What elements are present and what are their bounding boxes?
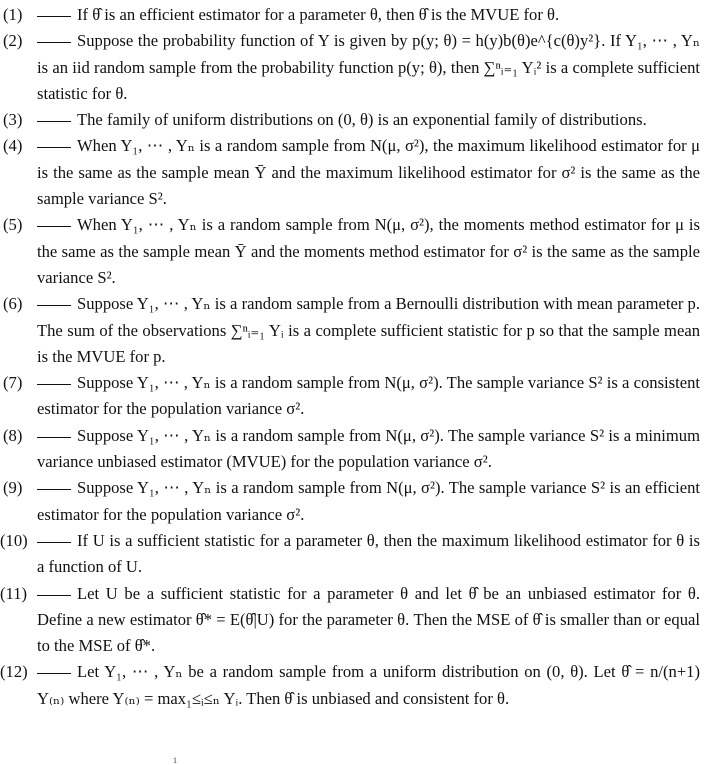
question-number: (2)	[3, 31, 23, 51]
question-item-9	[0, 475, 700, 528]
question-text: Suppose Y₁, ⋯ , Yₙ is a random sample from N(μ, σ²). The sample variance S² is a minimum variance unbiased estimator (MVUE) for the population variance σ².	[37, 425, 700, 472]
answer-blank[interactable]	[37, 436, 71, 438]
question-number: (5)	[3, 215, 23, 235]
question-text: When Y₁, ⋯ , Yₙ is a random sample from N(μ, σ²), the moments method estimator for μ is the same as the sample mean Ȳ and the moments method estimator for σ² is the same as the sample variance S².	[37, 215, 700, 287]
question-text: Let U be a sufficient statistic for a parameter θ and let θ̂ be an unbiased estimator for θ. Define a new estimator θ̂* = E(θ̂|U) for the parameter θ. Then the MSE of θ̂ is smaller than or equal to the MSE of θ̂*.	[37, 583, 700, 656]
question-text: Suppose Y₁, ⋯ , Yₙ is a random sample from a Bernoulli distribution with mean parameter p. The sum of the observations ∑ⁿᵢ₌₁ Yᵢ is a complete sufficient statistic for p so that the sample mean is the MVUE for p.	[37, 294, 700, 366]
question-item-12	[0, 659, 700, 712]
answer-blank[interactable]	[37, 304, 71, 306]
question-item-7	[0, 370, 700, 423]
question-number: (6)	[3, 294, 23, 314]
answer-blank[interactable]	[37, 594, 71, 596]
question-number: (4)	[3, 136, 23, 156]
question-number: (1)	[3, 5, 23, 24]
question-text: Suppose Y₁, ⋯ , Yₙ is a random sample from N(μ, σ²). The sample variance S² is a consistent estimator for the population variance σ².	[37, 373, 700, 419]
question-number: (11)	[0, 583, 28, 603]
page-footer-mark: 1	[173, 756, 177, 765]
answer-blank[interactable]	[37, 672, 71, 674]
question-item-1	[0, 2, 700, 28]
answer-blank[interactable]	[37, 15, 71, 17]
question-item-10	[0, 528, 700, 581]
question-item-8	[0, 423, 700, 476]
question-item-4	[0, 133, 700, 212]
question-text: Let Y₁, ⋯ , Yₙ be a random sample from a uniform distribution on (0, θ). Let θ̂ = n/(n+1) Y₍ₙ₎ where Y₍ₙ₎ = max₁≤ᵢ≤ₙ Yᵢ. Then θ̂ is unbiased and consistent for θ.	[37, 662, 700, 708]
answer-blank[interactable]	[37, 146, 71, 148]
question-number: (8)	[3, 425, 23, 445]
question-text: Suppose the probability function of Y is given by p(y; θ) = h(y)b(θ)e^{c(θ)y²}. If Y₁, ⋯ , Yₙ is an iid random sample from the probability function p(y; θ), then ∑ⁿᵢ₌₁ Yᵢ² is a complete sufficient statistic for θ.	[37, 31, 700, 103]
question-number: (10)	[0, 530, 28, 550]
answer-blank[interactable]	[37, 120, 71, 122]
question-text: If θ̂ is an efficient estimator for a parameter θ, then θ̂ is the MVUE for θ.	[77, 5, 560, 24]
answer-blank[interactable]	[37, 541, 71, 543]
question-item-11	[0, 581, 700, 660]
question-list	[0, 2, 700, 712]
question-text: If U is a sufficient statistic for a parameter θ, then the maximum likelihood estimator for θ is a function of U.	[37, 530, 700, 577]
question-item-3	[0, 107, 700, 133]
question-item-2	[0, 28, 700, 107]
question-number: (3)	[3, 110, 23, 130]
answer-blank[interactable]	[37, 488, 71, 490]
question-text: When Y₁, ⋯ , Yₙ is a random sample from N(μ, σ²), the maximum likelihood estimator for μ is the same as the sample mean Ȳ and the maximum likelihood estimator for σ² is the same as the sample variance S².	[37, 136, 700, 209]
question-item-6	[0, 291, 700, 370]
question-number: (12)	[0, 662, 28, 682]
question-number: (7)	[3, 373, 23, 393]
answer-blank[interactable]	[37, 225, 71, 227]
question-item-5	[0, 212, 700, 291]
question-text: Suppose Y₁, ⋯ , Yₙ is a random sample from N(μ, σ²). The sample variance S² is an efficient estimator for the population variance σ².	[37, 478, 700, 524]
question-number: (9)	[3, 478, 23, 498]
answer-blank[interactable]	[37, 41, 71, 43]
question-text: The family of uniform distributions on (0, θ) is an exponential family of distributions.	[77, 110, 647, 130]
answer-blank[interactable]	[37, 383, 71, 385]
